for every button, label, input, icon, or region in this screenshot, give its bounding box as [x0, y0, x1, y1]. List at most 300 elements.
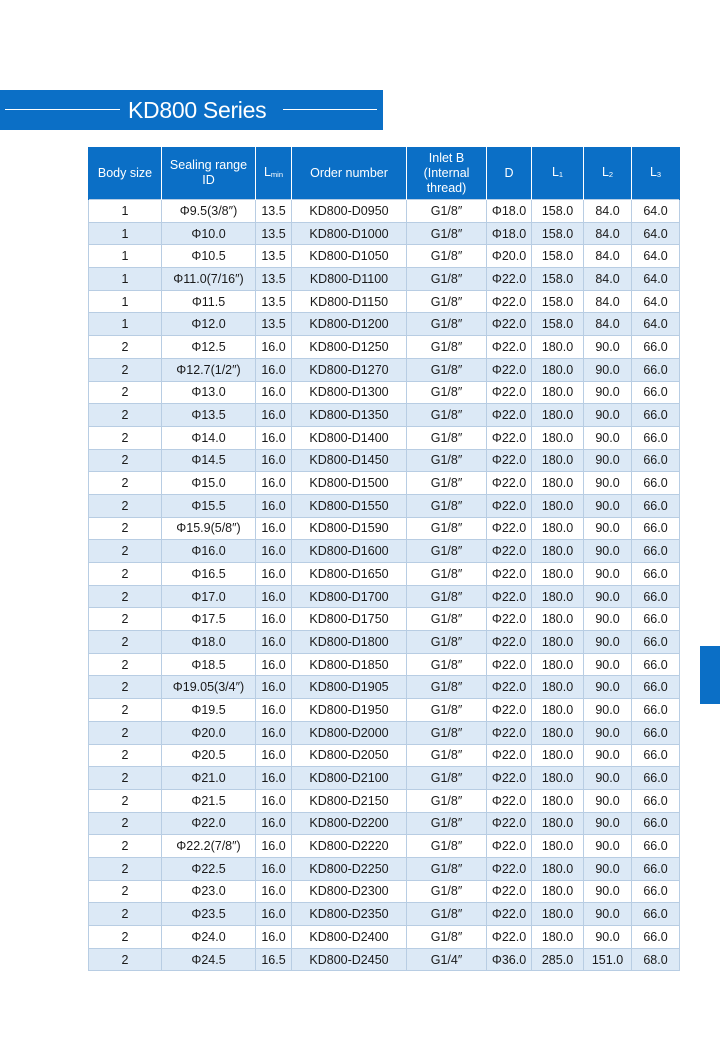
- cell-inlet-b: G1/8″: [407, 631, 487, 654]
- cell-order-number: KD800-D1050: [292, 245, 407, 268]
- table-body: [89, 200, 680, 971]
- cell-lmin: 16.0: [256, 381, 292, 404]
- col-header-inlet-b: Inlet B (Internal thread): [407, 147, 487, 200]
- cell-body-size: 2: [89, 789, 162, 812]
- cell-sealing-range: Φ16.5: [162, 563, 256, 586]
- cell-l3: 66.0: [632, 631, 680, 654]
- cell-inlet-b: G1/8″: [407, 494, 487, 517]
- cell-l1: 180.0: [532, 744, 584, 767]
- page-title: KD800 Series: [128, 97, 267, 123]
- cell-l1: 180.0: [532, 472, 584, 495]
- table-row: [89, 880, 680, 903]
- cell-order-number: KD800-D1400: [292, 426, 407, 449]
- table-row: [89, 903, 680, 926]
- table-row: [89, 336, 680, 359]
- cell-d: Φ22.0: [487, 812, 532, 835]
- cell-d: Φ36.0: [487, 948, 532, 971]
- cell-body-size: 2: [89, 336, 162, 359]
- cell-l1: 180.0: [532, 767, 584, 790]
- table-row: [89, 358, 680, 381]
- cell-order-number: KD800-D1450: [292, 449, 407, 472]
- cell-l2: 90.0: [584, 789, 632, 812]
- table-row: [89, 857, 680, 880]
- cell-l2: 90.0: [584, 404, 632, 427]
- cell-order-number: KD800-D1270: [292, 358, 407, 381]
- cell-l2: 90.0: [584, 926, 632, 949]
- cell-l3: 66.0: [632, 676, 680, 699]
- cell-sealing-range: Φ10.0: [162, 222, 256, 245]
- cell-l2: 84.0: [584, 313, 632, 336]
- cell-l1: 180.0: [532, 699, 584, 722]
- table-row: [89, 676, 680, 699]
- cell-inlet-b: G1/8″: [407, 200, 487, 223]
- cell-lmin: 16.0: [256, 926, 292, 949]
- cell-l2: 90.0: [584, 767, 632, 790]
- cell-l2: 90.0: [584, 744, 632, 767]
- cell-l2: 90.0: [584, 426, 632, 449]
- table-row: [89, 948, 680, 971]
- cell-l2: 90.0: [584, 381, 632, 404]
- cell-sealing-range: Φ15.5: [162, 494, 256, 517]
- cell-d: Φ22.0: [487, 494, 532, 517]
- cell-inlet-b: G1/8″: [407, 721, 487, 744]
- cell-d: Φ22.0: [487, 676, 532, 699]
- cell-l3: 66.0: [632, 381, 680, 404]
- table-row: [89, 200, 680, 223]
- cell-d: Φ22.0: [487, 744, 532, 767]
- table-row: [89, 517, 680, 540]
- cell-l3: 66.0: [632, 517, 680, 540]
- cell-inlet-b: G1/8″: [407, 608, 487, 631]
- cell-l2: 90.0: [584, 472, 632, 495]
- cell-l3: 64.0: [632, 290, 680, 313]
- cell-lmin: 16.0: [256, 880, 292, 903]
- cell-lmin: 16.0: [256, 563, 292, 586]
- cell-l2: 90.0: [584, 585, 632, 608]
- cell-lmin: 16.0: [256, 676, 292, 699]
- cell-sealing-range: Φ12.0: [162, 313, 256, 336]
- cell-lmin: 16.0: [256, 426, 292, 449]
- cell-body-size: 2: [89, 653, 162, 676]
- cell-d: Φ22.0: [487, 653, 532, 676]
- cell-l2: 90.0: [584, 903, 632, 926]
- cell-l3: 66.0: [632, 880, 680, 903]
- cell-d: Φ22.0: [487, 290, 532, 313]
- cell-lmin: 16.0: [256, 404, 292, 427]
- cell-d: Φ22.0: [487, 336, 532, 359]
- cell-order-number: KD800-D2000: [292, 721, 407, 744]
- cell-l1: 158.0: [532, 290, 584, 313]
- cell-inlet-b: G1/8″: [407, 517, 487, 540]
- cell-l1: 180.0: [532, 494, 584, 517]
- cell-inlet-b: G1/8″: [407, 789, 487, 812]
- cell-sealing-range: Φ20.5: [162, 744, 256, 767]
- cell-lmin: 16.0: [256, 653, 292, 676]
- table-row: [89, 585, 680, 608]
- cell-inlet-b: G1/8″: [407, 313, 487, 336]
- cell-body-size: 2: [89, 426, 162, 449]
- cell-order-number: KD800-D2300: [292, 880, 407, 903]
- cell-order-number: KD800-D1700: [292, 585, 407, 608]
- cell-inlet-b: G1/8″: [407, 336, 487, 359]
- cell-body-size: 2: [89, 767, 162, 790]
- cell-sealing-range: Φ17.5: [162, 608, 256, 631]
- col-header-sealing-range: Sealing range ID: [162, 147, 256, 200]
- cell-sealing-range: Φ14.0: [162, 426, 256, 449]
- table-row: [89, 926, 680, 949]
- cell-order-number: KD800-D1800: [292, 631, 407, 654]
- cell-body-size: 2: [89, 721, 162, 744]
- cell-l2: 90.0: [584, 563, 632, 586]
- col-header-l3-main: L: [649, 165, 657, 179]
- cell-l1: 285.0: [532, 948, 584, 971]
- cell-l1: 158.0: [532, 200, 584, 223]
- cell-lmin: 13.5: [256, 200, 292, 223]
- cell-order-number: KD800-D2220: [292, 835, 407, 858]
- cell-order-number: KD800-D2250: [292, 857, 407, 880]
- cell-d: Φ22.0: [487, 517, 532, 540]
- cell-body-size: 1: [89, 245, 162, 268]
- cell-l3: 66.0: [632, 699, 680, 722]
- cell-l1: 180.0: [532, 835, 584, 858]
- cell-sealing-range: Φ11.5: [162, 290, 256, 313]
- table-row: [89, 744, 680, 767]
- cell-order-number: KD800-D1100: [292, 268, 407, 291]
- banner-rule-right: [283, 109, 377, 110]
- cell-lmin: 16.0: [256, 631, 292, 654]
- cell-sealing-range: Φ12.7(1/2″): [162, 358, 256, 381]
- cell-order-number: KD800-D1350: [292, 404, 407, 427]
- table-row: [89, 563, 680, 586]
- cell-l2: 84.0: [584, 245, 632, 268]
- cell-l2: 90.0: [584, 835, 632, 858]
- cell-body-size: 2: [89, 948, 162, 971]
- cell-l2: 90.0: [584, 699, 632, 722]
- cell-inlet-b: G1/8″: [407, 835, 487, 858]
- cell-d: Φ22.0: [487, 880, 532, 903]
- col-header-l2: [584, 147, 632, 200]
- cell-l1: 180.0: [532, 676, 584, 699]
- cell-order-number: KD800-D1600: [292, 540, 407, 563]
- cell-l1: 180.0: [532, 563, 584, 586]
- table-header-row: [89, 147, 680, 200]
- cell-l3: 66.0: [632, 494, 680, 517]
- cell-d: Φ22.0: [487, 721, 532, 744]
- cell-l3: 66.0: [632, 767, 680, 790]
- cell-lmin: 16.0: [256, 517, 292, 540]
- cell-sealing-range: Φ16.0: [162, 540, 256, 563]
- cell-l2: 90.0: [584, 631, 632, 654]
- cell-l1: 180.0: [532, 789, 584, 812]
- cell-l2: 90.0: [584, 857, 632, 880]
- cell-inlet-b: G1/8″: [407, 472, 487, 495]
- cell-lmin: 16.0: [256, 494, 292, 517]
- cell-sealing-range: Φ18.0: [162, 631, 256, 654]
- cell-l1: 180.0: [532, 585, 584, 608]
- cell-lmin: 16.0: [256, 789, 292, 812]
- cell-lmin: 16.0: [256, 744, 292, 767]
- cell-l1: 158.0: [532, 268, 584, 291]
- cell-order-number: KD800-D1650: [292, 563, 407, 586]
- cell-d: Φ22.0: [487, 313, 532, 336]
- table-row: [89, 404, 680, 427]
- cell-l3: 66.0: [632, 835, 680, 858]
- cell-l2: 90.0: [584, 721, 632, 744]
- cell-sealing-range: Φ18.5: [162, 653, 256, 676]
- cell-l3: 66.0: [632, 721, 680, 744]
- cell-l3: 66.0: [632, 358, 680, 381]
- cell-order-number: KD800-D1500: [292, 472, 407, 495]
- cell-l1: 158.0: [532, 222, 584, 245]
- cell-inlet-b: G1/8″: [407, 926, 487, 949]
- cell-body-size: 1: [89, 268, 162, 291]
- cell-lmin: 13.5: [256, 222, 292, 245]
- col-header-l1-sub: 1: [558, 170, 564, 179]
- cell-l2: 84.0: [584, 200, 632, 223]
- cell-sealing-range: Φ17.0: [162, 585, 256, 608]
- cell-l2: 151.0: [584, 948, 632, 971]
- banner-rule-left: [5, 109, 120, 110]
- cell-body-size: 2: [89, 880, 162, 903]
- cell-sealing-range: Φ22.2(7/8″): [162, 835, 256, 858]
- cell-d: Φ22.0: [487, 381, 532, 404]
- cell-lmin: 16.0: [256, 358, 292, 381]
- cell-l3: 64.0: [632, 313, 680, 336]
- col-header-l1: [532, 147, 584, 200]
- cell-l2: 90.0: [584, 812, 632, 835]
- cell-d: Φ22.0: [487, 903, 532, 926]
- cell-body-size: 2: [89, 903, 162, 926]
- cell-inlet-b: G1/8″: [407, 563, 487, 586]
- table-row: [89, 767, 680, 790]
- cell-l1: 180.0: [532, 812, 584, 835]
- cell-d: Φ22.0: [487, 631, 532, 654]
- cell-inlet-b: G1/8″: [407, 540, 487, 563]
- cell-order-number: KD800-D1750: [292, 608, 407, 631]
- cell-sealing-range: Φ15.9(5/8″): [162, 517, 256, 540]
- cell-order-number: KD800-D1300: [292, 381, 407, 404]
- col-header-lmin-main: L: [263, 165, 271, 179]
- cell-inlet-b: G1/8″: [407, 222, 487, 245]
- cell-order-number: KD800-D1200: [292, 313, 407, 336]
- cell-order-number: KD800-D1950: [292, 699, 407, 722]
- cell-l2: 90.0: [584, 336, 632, 359]
- cell-body-size: 2: [89, 381, 162, 404]
- cell-l3: 66.0: [632, 449, 680, 472]
- cell-l1: 180.0: [532, 903, 584, 926]
- cell-sealing-range: Φ13.0: [162, 381, 256, 404]
- cell-lmin: 13.5: [256, 268, 292, 291]
- cell-d: Φ22.0: [487, 789, 532, 812]
- cell-l3: 66.0: [632, 812, 680, 835]
- cell-l2: 90.0: [584, 449, 632, 472]
- cell-inlet-b: G1/8″: [407, 653, 487, 676]
- cell-d: Φ22.0: [487, 268, 532, 291]
- cell-l1: 180.0: [532, 721, 584, 744]
- cell-inlet-b: G1/8″: [407, 381, 487, 404]
- cell-lmin: 16.0: [256, 767, 292, 790]
- cell-inlet-b: G1/8″: [407, 676, 487, 699]
- table-row: [89, 426, 680, 449]
- cell-body-size: 1: [89, 290, 162, 313]
- cell-inlet-b: G1/8″: [407, 903, 487, 926]
- cell-l2: 90.0: [584, 494, 632, 517]
- cell-l1: 180.0: [532, 926, 584, 949]
- cell-l1: 180.0: [532, 517, 584, 540]
- cell-l3: 66.0: [632, 336, 680, 359]
- col-header-order-number: Order number: [292, 147, 407, 200]
- cell-l2: 90.0: [584, 517, 632, 540]
- cell-body-size: 2: [89, 744, 162, 767]
- table-row: [89, 449, 680, 472]
- cell-l3: 66.0: [632, 857, 680, 880]
- cell-d: Φ22.0: [487, 449, 532, 472]
- table-row: [89, 653, 680, 676]
- cell-lmin: 16.5: [256, 948, 292, 971]
- cell-body-size: 2: [89, 608, 162, 631]
- cell-sealing-range: Φ15.0: [162, 472, 256, 495]
- table-row: [89, 313, 680, 336]
- cell-d: Φ22.0: [487, 404, 532, 427]
- cell-inlet-b: G1/8″: [407, 404, 487, 427]
- table-row: [89, 222, 680, 245]
- cell-body-size: 2: [89, 472, 162, 495]
- cell-body-size: 2: [89, 631, 162, 654]
- cell-order-number: KD800-D2050: [292, 744, 407, 767]
- cell-body-size: 2: [89, 926, 162, 949]
- cell-body-size: 2: [89, 404, 162, 427]
- cell-l1: 180.0: [532, 880, 584, 903]
- cell-sealing-range: Φ10.5: [162, 245, 256, 268]
- cell-sealing-range: Φ24.5: [162, 948, 256, 971]
- col-header-lmin: [256, 147, 292, 200]
- cell-d: Φ22.0: [487, 857, 532, 880]
- cell-order-number: KD800-D2150: [292, 789, 407, 812]
- cell-order-number: KD800-D1000: [292, 222, 407, 245]
- table-row: [89, 540, 680, 563]
- cell-l1: 180.0: [532, 381, 584, 404]
- table-row: [89, 472, 680, 495]
- table-row: [89, 721, 680, 744]
- cell-order-number: KD800-D0950: [292, 200, 407, 223]
- cell-l3: 68.0: [632, 948, 680, 971]
- table-row: [89, 699, 680, 722]
- cell-inlet-b: G1/8″: [407, 585, 487, 608]
- cell-lmin: 16.0: [256, 472, 292, 495]
- cell-l3: 66.0: [632, 608, 680, 631]
- col-header-d: D: [487, 147, 532, 200]
- table-row: [89, 290, 680, 313]
- cell-body-size: 1: [89, 200, 162, 223]
- cell-l3: 66.0: [632, 744, 680, 767]
- cell-d: Φ22.0: [487, 563, 532, 586]
- cell-inlet-b: G1/4″: [407, 948, 487, 971]
- cell-l3: 66.0: [632, 789, 680, 812]
- col-header-body-size: Body size: [89, 147, 162, 200]
- cell-inlet-b: G1/8″: [407, 268, 487, 291]
- cell-l1: 180.0: [532, 540, 584, 563]
- cell-body-size: 2: [89, 812, 162, 835]
- cell-l3: 64.0: [632, 200, 680, 223]
- cell-l1: 180.0: [532, 336, 584, 359]
- cell-l1: 180.0: [532, 449, 584, 472]
- cell-body-size: 2: [89, 699, 162, 722]
- cell-body-size: 2: [89, 563, 162, 586]
- cell-l2: 90.0: [584, 880, 632, 903]
- cell-order-number: KD800-D1550: [292, 494, 407, 517]
- col-header-l3: [632, 147, 680, 200]
- cell-body-size: 2: [89, 517, 162, 540]
- cell-body-size: 2: [89, 835, 162, 858]
- table-row: [89, 268, 680, 291]
- cell-body-size: 1: [89, 313, 162, 336]
- cell-body-size: 2: [89, 585, 162, 608]
- cell-lmin: 16.0: [256, 699, 292, 722]
- cell-d: Φ22.0: [487, 540, 532, 563]
- cell-order-number: KD800-D2400: [292, 926, 407, 949]
- cell-l3: 64.0: [632, 268, 680, 291]
- cell-l2: 90.0: [584, 358, 632, 381]
- cell-sealing-range: Φ21.5: [162, 789, 256, 812]
- cell-lmin: 16.0: [256, 835, 292, 858]
- cell-body-size: 2: [89, 358, 162, 381]
- cell-lmin: 16.0: [256, 585, 292, 608]
- cell-d: Φ22.0: [487, 358, 532, 381]
- cell-l1: 180.0: [532, 404, 584, 427]
- cell-sealing-range: Φ11.0(7/16″): [162, 268, 256, 291]
- cell-sealing-range: Φ19.5: [162, 699, 256, 722]
- cell-body-size: 2: [89, 676, 162, 699]
- cell-d: Φ22.0: [487, 472, 532, 495]
- cell-body-size: 1: [89, 222, 162, 245]
- cell-l3: 66.0: [632, 472, 680, 495]
- cell-inlet-b: G1/8″: [407, 767, 487, 790]
- cell-lmin: 13.5: [256, 313, 292, 336]
- cell-sealing-range: Φ21.0: [162, 767, 256, 790]
- cell-l2: 90.0: [584, 540, 632, 563]
- cell-inlet-b: G1/8″: [407, 290, 487, 313]
- cell-lmin: 16.0: [256, 903, 292, 926]
- col-header-l2-sub: 2: [608, 170, 614, 179]
- cell-sealing-range: Φ14.5: [162, 449, 256, 472]
- cell-body-size: 2: [89, 494, 162, 517]
- cell-d: Φ22.0: [487, 608, 532, 631]
- cell-l2: 84.0: [584, 290, 632, 313]
- cell-order-number: KD800-D1250: [292, 336, 407, 359]
- section-tab-marker: [700, 646, 720, 704]
- cell-d: Φ22.0: [487, 426, 532, 449]
- series-banner: [0, 90, 383, 130]
- table-row: [89, 381, 680, 404]
- table-row: [89, 789, 680, 812]
- cell-d: Φ20.0: [487, 245, 532, 268]
- cell-inlet-b: G1/8″: [407, 426, 487, 449]
- cell-inlet-b: G1/8″: [407, 857, 487, 880]
- cell-order-number: KD800-D1590: [292, 517, 407, 540]
- cell-l3: 66.0: [632, 426, 680, 449]
- cell-lmin: 16.0: [256, 608, 292, 631]
- cell-l2: 90.0: [584, 653, 632, 676]
- cell-sealing-range: Φ22.5: [162, 857, 256, 880]
- table-row: [89, 245, 680, 268]
- cell-inlet-b: G1/8″: [407, 880, 487, 903]
- cell-l2: 84.0: [584, 268, 632, 291]
- cell-d: Φ22.0: [487, 699, 532, 722]
- cell-l1: 180.0: [532, 857, 584, 880]
- cell-l2: 90.0: [584, 608, 632, 631]
- cell-l3: 66.0: [632, 926, 680, 949]
- cell-inlet-b: G1/8″: [407, 812, 487, 835]
